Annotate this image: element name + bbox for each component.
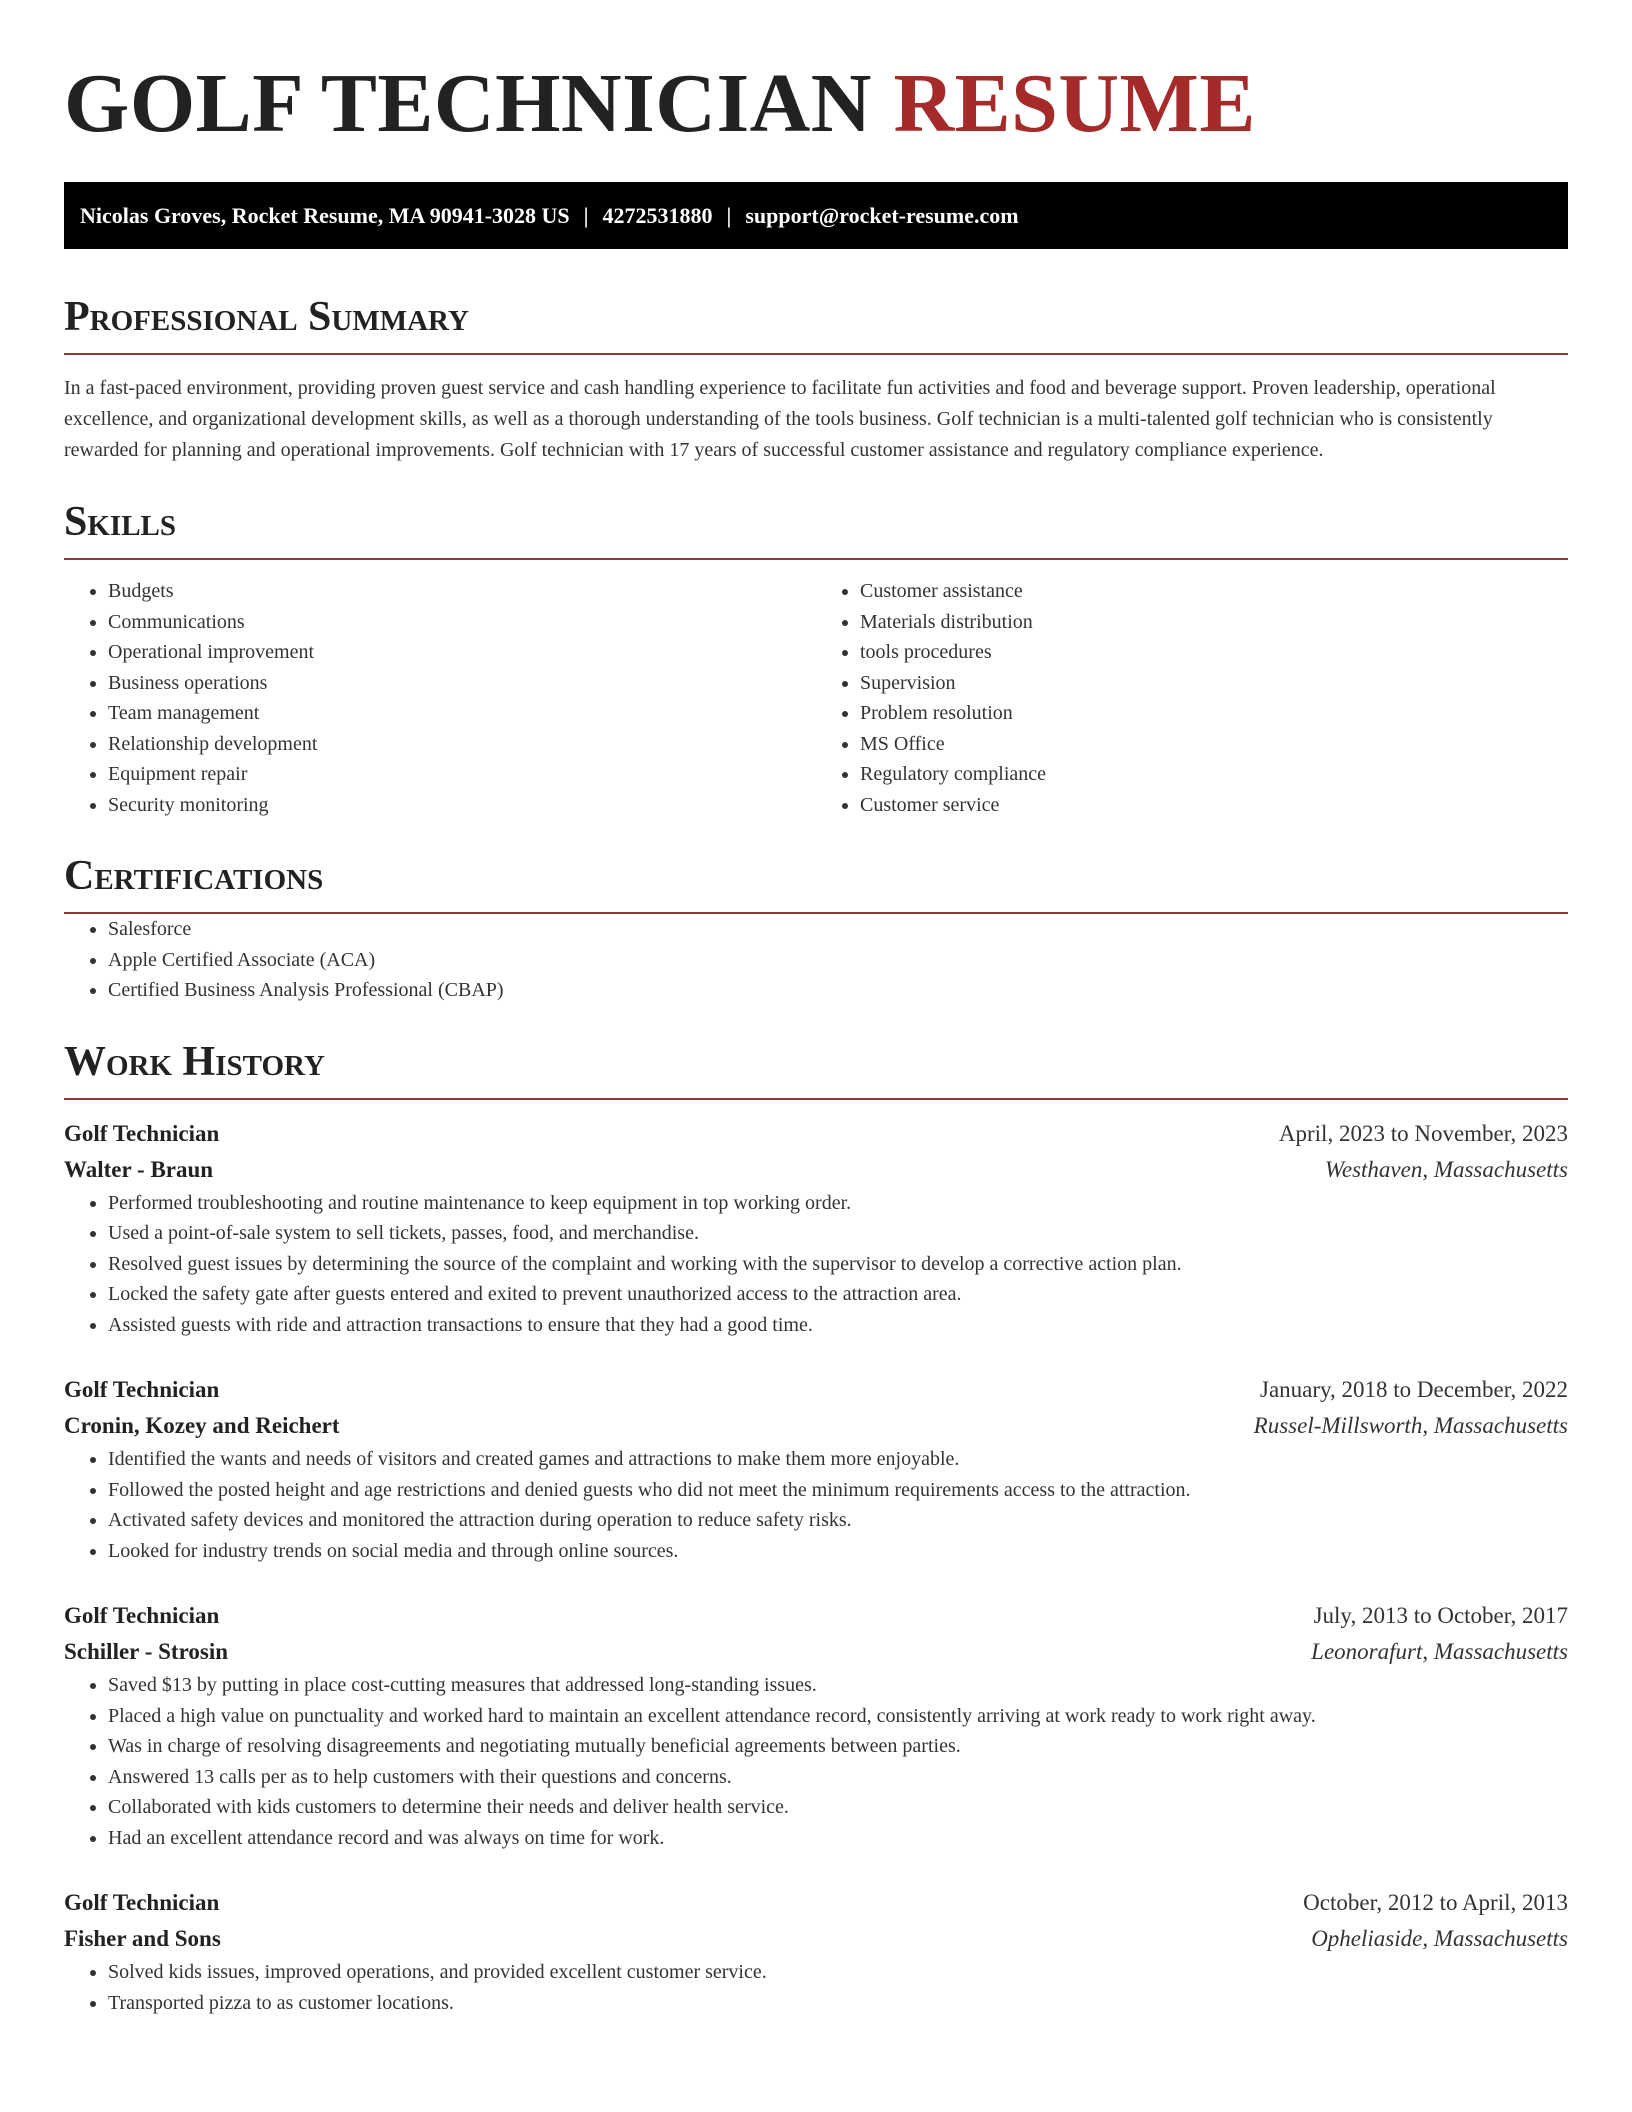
job-duties-list bbox=[64, 1188, 1568, 1341]
job-duty-item: • Assisted guests with ride and attraction transactions to ensure that they had a good time. bbox=[108, 1310, 1568, 1341]
job-header-row bbox=[64, 1116, 1568, 1152]
job-location: Westhaven, Massachusetts bbox=[1324, 1156, 1568, 1182]
job-title: Golf Technician bbox=[64, 1377, 220, 1402]
job-duty-item: • Solved kids issues, improved operations, and provided excellent customer service. bbox=[108, 1957, 1568, 1988]
job-duty-item: • Was in charge of resolving disagreements and negotiating mutually beneficial agreements between parties. bbox=[108, 1731, 1568, 1762]
certification-item: • Salesforce bbox=[108, 914, 1568, 945]
certifications-list bbox=[64, 914, 1568, 1006]
job-duty-item: • Identified the wants and needs of visitors and created games and attractions to make them more enjoyable. bbox=[108, 1444, 1568, 1475]
skill-item: • Budgets bbox=[108, 576, 816, 607]
job-duty-item: • Resolved guest issues by determining the source of the complaint and working with the supervisor to develop a corrective action plan. bbox=[108, 1249, 1568, 1280]
skills-column-left bbox=[64, 576, 816, 820]
job-company: Schiller - Strosin bbox=[64, 1639, 228, 1664]
resume-title bbox=[64, 0, 1568, 150]
job-dates: October, 2012 to April, 2013 bbox=[1303, 1890, 1568, 1915]
skill-item: • Problem resolution bbox=[860, 698, 1568, 729]
job-employer-row bbox=[64, 1408, 1568, 1444]
job-duty-item: • Used a point-of-sale system to sell tickets, passes, food, and merchandise. bbox=[108, 1218, 1568, 1249]
section-heading-work-history: Work History bbox=[64, 1036, 1568, 1100]
job-dates: July, 2013 to October, 2017 bbox=[1313, 1603, 1568, 1628]
job-employer-row bbox=[64, 1921, 1568, 1957]
skill-item: • Team management bbox=[108, 698, 816, 729]
skill-item: • Supervision bbox=[860, 668, 1568, 699]
job-duties-list bbox=[64, 1670, 1568, 1853]
job-duty-item: • Performed troubleshooting and routine maintenance to keep equipment in top working order. bbox=[108, 1188, 1568, 1219]
job-location: Russel-Millsworth, Massachusetts bbox=[1253, 1413, 1568, 1438]
professional-summary-section bbox=[64, 291, 1568, 466]
job-duty-item: • Locked the safety gate after guests entered and exited to prevent unauthorized access to the attraction area. bbox=[108, 1279, 1568, 1310]
job-dates: January, 2018 to December, 2022 bbox=[1260, 1377, 1568, 1402]
job-company: Cronin, Kozey and Reichert bbox=[64, 1413, 340, 1438]
job-entry bbox=[64, 1116, 1568, 1341]
work-history-section bbox=[64, 1036, 1568, 2019]
skills-grid bbox=[64, 576, 1568, 820]
section-heading-summary: Professional Summary bbox=[64, 291, 1568, 355]
certification-item: • Apple Certified Associate (ACA) bbox=[108, 945, 1568, 976]
contact-phone: 4272531880 bbox=[602, 203, 713, 228]
skills-list-right bbox=[816, 576, 1568, 820]
summary-text: In a fast-paced environment, providing proven guest service and cash handling experience to facilitate fun activities and food and beverage support. Proven leadership, operational excellence, and organizational development skills, as well as a thorough understanding of the tools business. Golf technician is a multi-talented golf technician who is consistently rewarded for planning and operational improvements. Golf technician with 17 years of successful customer assistance and regulatory compliance experience. bbox=[64, 377, 1496, 461]
section-heading-skills: Skills bbox=[64, 496, 1568, 560]
job-employer-row bbox=[64, 1634, 1568, 1670]
skills-list-left bbox=[64, 576, 816, 820]
job-duty-item: • Placed a high value on punctuality and worked hard to maintain an excellent attendance record, consistently arriving at work ready to work right away. bbox=[108, 1701, 1568, 1732]
contact-email: support@rocket-resume.com bbox=[745, 203, 1019, 228]
skill-item: • Equipment repair bbox=[108, 759, 816, 790]
job-header-row bbox=[64, 1598, 1568, 1634]
skill-item: • Operational improvement bbox=[108, 637, 816, 668]
job-entry bbox=[64, 1885, 1568, 2018]
skill-item: • tools procedures bbox=[860, 637, 1568, 668]
contact-bar bbox=[64, 182, 1568, 249]
job-duty-item: • Had an excellent attendance record and was always on time for work. bbox=[108, 1823, 1568, 1854]
title-accent: RESUME bbox=[893, 57, 1256, 150]
job-duty-item: • Collaborated with kids customers to determine their needs and deliver health service. bbox=[108, 1792, 1568, 1823]
job-employer-row bbox=[64, 1152, 1568, 1188]
job-duties-list bbox=[64, 1444, 1568, 1566]
job-entry bbox=[64, 1598, 1568, 1853]
job-duty-item: • Answered 13 calls per as to help customers with their questions and concerns. bbox=[108, 1762, 1568, 1793]
job-duty-item: • Saved $13 by putting in place cost-cutting measures that addressed long-standing issues. bbox=[108, 1670, 1568, 1701]
contact-separator: | bbox=[726, 203, 732, 228]
job-location: Opheliaside, Massachusetts bbox=[1311, 1926, 1568, 1951]
skill-item: • Business operations bbox=[108, 668, 816, 699]
contact-address: Nicolas Groves, Rocket Resume, MA 90941-3028 US bbox=[80, 203, 570, 228]
job-duty-item: • Activated safety devices and monitored the attraction during operation to reduce safety risks. bbox=[108, 1505, 1568, 1536]
job-title: Golf Technician bbox=[64, 1603, 220, 1628]
title-main: GOLF TECHNICIAN bbox=[64, 57, 872, 150]
skills-column-right bbox=[816, 576, 1568, 820]
skill-item: • Regulatory compliance bbox=[860, 759, 1568, 790]
job-dates: April, 2023 to November, 2023 bbox=[1278, 1120, 1568, 1146]
skill-item: • Relationship development bbox=[108, 729, 816, 760]
job-company: Fisher and Sons bbox=[64, 1926, 221, 1951]
skill-item: • Materials distribution bbox=[860, 607, 1568, 638]
job-header-row bbox=[64, 1885, 1568, 1921]
skill-item: • Security monitoring bbox=[108, 790, 816, 821]
certifications-section bbox=[64, 850, 1568, 1006]
skill-item: • Customer assistance bbox=[860, 576, 1568, 607]
job-duty-item: • Looked for industry trends on social media and through online sources. bbox=[108, 1536, 1568, 1567]
contact-separator: | bbox=[583, 203, 589, 228]
job-duty-item: • Transported pizza to as customer locations. bbox=[108, 1988, 1568, 2019]
skill-item: • Communications bbox=[108, 607, 816, 638]
job-entry bbox=[64, 1372, 1568, 1566]
skills-section bbox=[64, 496, 1568, 820]
job-title: Golf Technician bbox=[64, 1890, 220, 1915]
job-header-row bbox=[64, 1372, 1568, 1408]
skill-item: • Customer service bbox=[860, 790, 1568, 821]
certification-item: • Certified Business Analysis Professional (CBAP) bbox=[108, 975, 1568, 1006]
job-duty-item: • Followed the posted height and age restrictions and denied guests who did not meet the minimum requirements access to the attraction. bbox=[108, 1475, 1568, 1506]
job-duties-list bbox=[64, 1957, 1568, 2018]
skill-item: • MS Office bbox=[860, 729, 1568, 760]
section-heading-certifications: Certifications bbox=[64, 850, 1568, 914]
job-company: Walter - Braun bbox=[64, 1156, 214, 1182]
job-title: Golf Technician bbox=[64, 1120, 220, 1146]
job-location: Leonorafurt, Massachusetts bbox=[1311, 1639, 1568, 1664]
